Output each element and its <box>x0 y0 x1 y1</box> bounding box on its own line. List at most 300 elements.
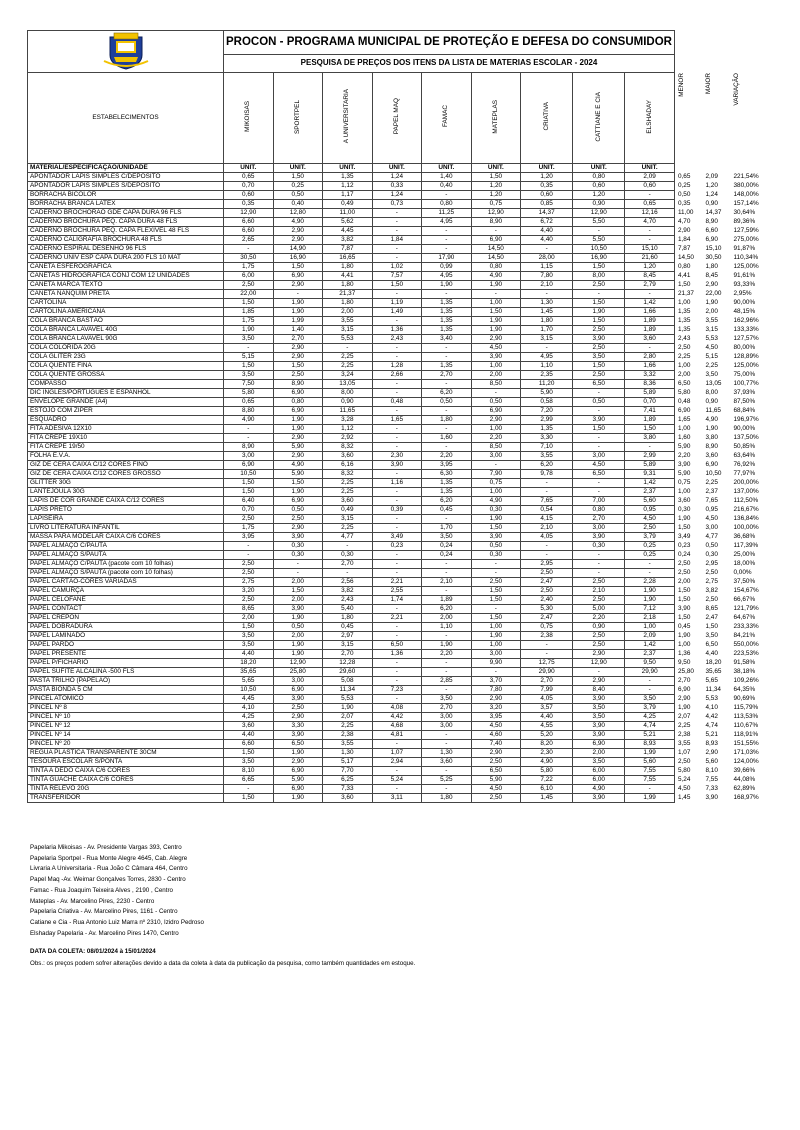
min-price-cell: 0,65 <box>677 173 691 180</box>
price-cell: 2,10 <box>422 578 472 587</box>
price-cell: 3,15 <box>323 641 373 650</box>
min-price-cell: 7,87 <box>677 245 691 252</box>
min-price-cell: 2,43 <box>677 335 691 342</box>
variation-cell: 162,96% <box>733 317 759 324</box>
price-cell: 0,75 <box>521 623 573 632</box>
store-address-list <box>30 843 415 939</box>
price-cell: - <box>224 245 274 254</box>
price-cell: 8,00 <box>573 272 625 281</box>
price-cell: 4,42 <box>372 713 422 722</box>
table-row <box>28 173 771 182</box>
price-cell: 1,84 <box>372 236 422 245</box>
price-cell: 1,02 <box>372 263 422 272</box>
price-cell: 6,90 <box>273 497 323 506</box>
variation-cell: 110,67% <box>733 722 759 729</box>
item-name: CARTOLINA <box>28 299 224 308</box>
item-name: GIZ DE CERA CAIXA C/12 CORES FINO <box>28 461 224 470</box>
price-cell: 3,15 <box>323 515 373 524</box>
price-cell: - <box>422 191 472 200</box>
store-address: Livraria A Universitaria - Rua João C Câmara 464, Centro <box>30 865 188 873</box>
price-cell: 1,90 <box>273 299 323 308</box>
price-cell: - <box>521 641 573 650</box>
min-price-cell: 0,23 <box>677 542 691 549</box>
price-cell: 3,50 <box>224 632 274 641</box>
price-cell: 8,45 <box>625 272 675 281</box>
price-cell: 6,90 <box>273 272 323 281</box>
price-cell: 6,90 <box>273 686 323 695</box>
price-cell: 0,45 <box>323 623 373 632</box>
min-price-cell: 0,50 <box>677 191 691 198</box>
price-cell: 5,90 <box>471 776 521 785</box>
variation-cell: 128,89% <box>733 353 759 360</box>
price-cell: - <box>625 443 675 452</box>
max-price-cell: 11,65 <box>705 407 721 414</box>
item-name: CANETA MARCA TEXTO <box>28 281 224 290</box>
item-name: PINCEL Nº 20 <box>28 740 224 749</box>
price-cell: 4,50 <box>471 722 521 731</box>
min-price-cell: 6,90 <box>677 407 691 414</box>
store-address: Papel Maq -Av. Weimar Gonçalves Torres, 2830 - Centro <box>30 876 186 884</box>
variation-cell: 196,97% <box>733 416 759 423</box>
variation-cell: 109,26% <box>733 677 759 684</box>
min-price-cell: 9,50 <box>677 659 691 666</box>
price-cell: 2,90 <box>573 650 625 659</box>
table-row <box>28 209 771 218</box>
price-cell: 3,00 <box>422 722 472 731</box>
price-cell: 2,50 <box>273 371 323 380</box>
price-cell: 2,50 <box>471 758 521 767</box>
price-cell: 1,17 <box>323 191 373 200</box>
table-row <box>28 776 771 785</box>
table-row <box>28 623 771 632</box>
item-name: PAPEL ALMAÇO C/PAUTA <box>28 542 224 551</box>
price-cell: 2,50 <box>471 794 521 803</box>
item-name: PAPEL CAMURÇA <box>28 587 224 596</box>
price-cell: 4,41 <box>323 272 373 281</box>
price-cell: 3,60 <box>323 452 373 461</box>
price-cell: - <box>573 227 625 236</box>
max-price-cell: 1,50 <box>705 623 718 630</box>
price-cell: - <box>521 290 573 299</box>
price-cell: 6,50 <box>273 740 323 749</box>
price-cell: 4,55 <box>521 722 573 731</box>
stat-header <box>730 73 770 164</box>
price-cell: 1,90 <box>471 326 521 335</box>
price-cell: 3,80 <box>625 434 675 443</box>
price-cell: 30,50 <box>224 254 274 263</box>
table-row <box>28 200 771 209</box>
max-price-cell: 8,10 <box>705 767 718 774</box>
price-cell: - <box>372 254 422 263</box>
price-cell: 0,90 <box>573 623 625 632</box>
price-cell: 0,50 <box>273 623 323 632</box>
store-header <box>471 73 521 164</box>
price-cell: - <box>422 515 472 524</box>
price-cell: 2,90 <box>273 713 323 722</box>
price-cell: 3,00 <box>471 452 521 461</box>
price-cell: 4,95 <box>521 353 573 362</box>
table-row <box>28 452 771 461</box>
table-row <box>28 272 771 281</box>
max-price-cell: 7,55 <box>705 776 718 783</box>
item-name: CADERNO BROCHURA PEQ. CAPA DURA 48 FLS <box>28 218 224 227</box>
min-price-cell: 4,41 <box>677 272 691 279</box>
variation-cell: 113,53% <box>733 713 759 720</box>
variation-cell: 125,00% <box>733 263 759 270</box>
min-price-cell: 2,00 <box>677 578 691 585</box>
price-cell: - <box>625 686 675 695</box>
price-cell: - <box>372 344 422 353</box>
price-cell: 1,35 <box>422 362 472 371</box>
price-cell: 1,30 <box>323 749 373 758</box>
price-cell: 8,65 <box>224 605 274 614</box>
max-price-cell: 2,09 <box>705 173 718 180</box>
unit-header: UNIT. <box>521 164 573 173</box>
variation-cell: 89,36% <box>733 218 756 225</box>
price-cell: 4,05 <box>521 533 573 542</box>
price-cell: 3,90 <box>471 533 521 542</box>
table-row <box>28 425 771 434</box>
price-cell: 6,00 <box>573 776 625 785</box>
max-price-cell: 13,05 <box>705 380 722 387</box>
price-cell: 7,41 <box>625 407 675 416</box>
price-cell: 1,90 <box>273 614 323 623</box>
variation-cell: 39,66% <box>733 767 756 774</box>
price-cell: 0,50 <box>471 398 521 407</box>
material-header: MATERIAL/ESPECIFICAÇÃO/UNIDADE <box>28 164 224 173</box>
price-cell: 6,16 <box>323 461 373 470</box>
price-cell: 7,33 <box>323 785 373 794</box>
price-cell: 3,15 <box>323 326 373 335</box>
price-cell: - <box>372 668 422 677</box>
price-cell: 12,28 <box>323 659 373 668</box>
price-cell: 2,85 <box>422 677 472 686</box>
price-cell: 0,48 <box>372 398 422 407</box>
price-cell: 4,25 <box>625 713 675 722</box>
price-cell: - <box>372 488 422 497</box>
max-price-cell: 8,90 <box>705 443 718 450</box>
price-cell: 7,23 <box>372 686 422 695</box>
store-header-label: MATEPLAS <box>491 99 499 134</box>
price-cell: 1,90 <box>224 326 274 335</box>
price-cell: 12,75 <box>521 659 573 668</box>
max-price-cell: 4,50 <box>705 344 718 351</box>
price-cell: - <box>422 632 472 641</box>
price-cell: 1,35 <box>422 317 472 326</box>
max-price-cell: 6,50 <box>705 641 718 648</box>
price-cell: 6,90 <box>471 236 521 245</box>
price-cell: 0,65 <box>224 173 274 182</box>
price-cell: - <box>273 560 323 569</box>
price-cell: - <box>422 560 472 569</box>
max-price-cell: 8,45 <box>705 272 718 279</box>
price-cell: 0,85 <box>521 200 573 209</box>
min-price-cell: 2,50 <box>677 758 691 765</box>
table-row <box>28 785 771 794</box>
price-cell: 2,90 <box>273 227 323 236</box>
price-cell: 1,00 <box>471 362 521 371</box>
variation-cell: 37,50% <box>733 578 756 585</box>
variation-cell: 66,67% <box>733 596 756 603</box>
price-cell: 1,19 <box>372 299 422 308</box>
price-cell: - <box>625 569 675 578</box>
price-cell: 1,85 <box>224 308 274 317</box>
min-price-cell: 1,36 <box>677 650 691 657</box>
max-price-cell: 2,25 <box>705 479 718 486</box>
variation-cell: 63,64% <box>733 452 756 459</box>
price-cell: 3,50 <box>573 704 625 713</box>
price-cell: 2,35 <box>521 371 573 380</box>
price-cell: - <box>372 380 422 389</box>
table-row <box>28 416 771 425</box>
price-cell: 4,10 <box>224 704 274 713</box>
variation-cell: 48,15% <box>733 308 756 315</box>
max-price-cell: 0,50 <box>705 542 718 549</box>
max-price-cell: 5,15 <box>705 353 718 360</box>
price-cell: 2,00 <box>273 578 323 587</box>
min-price-cell: 3,55 <box>677 740 691 747</box>
price-cell: - <box>372 443 422 452</box>
price-cell: 21,60 <box>625 254 675 263</box>
item-name: PAPEL ALMAÇO C/PAUTA (pacote com 10 folhas) <box>28 560 224 569</box>
price-cell: 2,40 <box>521 596 573 605</box>
price-cell: - <box>422 425 472 434</box>
variation-cell: 38,18% <box>733 668 756 675</box>
stat-unit-spacer <box>674 164 702 173</box>
item-name: APONTADOR LAPIS SIMPLES S/DEPOSITO <box>28 182 224 191</box>
price-cell: 3,60 <box>224 722 274 731</box>
price-cell: 6,40 <box>224 497 274 506</box>
price-cell: 22,00 <box>224 290 274 299</box>
price-cell: 2,50 <box>224 560 274 569</box>
price-cell: 2,99 <box>625 452 675 461</box>
price-cell: 0,50 <box>422 398 472 407</box>
price-cell: 0,35 <box>521 182 573 191</box>
price-cell: 1,24 <box>372 191 422 200</box>
price-cell: 29,90 <box>521 668 573 677</box>
price-cell: 6,20 <box>422 389 472 398</box>
price-cell: 0,40 <box>273 200 323 209</box>
price-cell: 7,65 <box>521 497 573 506</box>
price-cell: 0,70 <box>625 398 675 407</box>
price-cell: 1,50 <box>273 362 323 371</box>
variation-cell: 151,55% <box>733 740 759 747</box>
price-cell: 6,20 <box>521 461 573 470</box>
price-cell: 1,50 <box>471 524 521 533</box>
table-row <box>28 281 771 290</box>
price-cell: - <box>422 407 472 416</box>
store-address: Mateplas - Av. Marcelino Pires, 2230 - Centro <box>30 897 155 905</box>
price-cell: 2,50 <box>573 326 625 335</box>
store-address: Catiane e Cia - Rua Antonio Luiz Marra nº 2310, Izidro Pedroso <box>30 918 204 926</box>
max-price-cell: 2,37 <box>705 488 718 495</box>
price-cell: 2,37 <box>625 488 675 497</box>
item-name: LANTEJOULA 30G <box>28 488 224 497</box>
item-name: PASTA TRILHO (PAPELÃO) <box>28 677 224 686</box>
price-cell: 5,89 <box>625 461 675 470</box>
price-cell: 8,40 <box>573 686 625 695</box>
max-price-cell: 2,95 <box>705 560 718 567</box>
price-cell: 1,90 <box>273 308 323 317</box>
price-cell: 2,25 <box>323 362 373 371</box>
price-cell: 3,50 <box>224 371 274 380</box>
price-cell: 1,12 <box>323 425 373 434</box>
min-price-cell: 1,50 <box>677 524 691 531</box>
price-cell: 2,90 <box>273 344 323 353</box>
price-cell: - <box>422 587 472 596</box>
item-name: ENVELOPE GRANDE (A4) <box>28 398 224 407</box>
price-cell: 4,45 <box>323 227 373 236</box>
price-cell: 1,36 <box>372 650 422 659</box>
price-cell: 4,90 <box>521 758 573 767</box>
price-cell: 1,50 <box>273 479 323 488</box>
price-cell: 1,80 <box>422 794 472 803</box>
variation-cell: 44,08% <box>733 776 756 783</box>
price-cell: 1,66 <box>625 362 675 371</box>
price-cell: 1,50 <box>471 614 521 623</box>
item-name: PAPEL PARDO <box>28 641 224 650</box>
price-cell: - <box>573 479 625 488</box>
price-cell: 1,90 <box>625 587 675 596</box>
price-cell: 3,00 <box>573 452 625 461</box>
store-header <box>273 73 323 164</box>
variation-cell: 223,53% <box>733 650 759 657</box>
store-header-label: FAMAC <box>442 105 450 128</box>
price-cell: 3,95 <box>224 533 274 542</box>
price-cell: 3,90 <box>273 605 323 614</box>
store-header <box>573 73 625 164</box>
price-cell: 3,55 <box>521 452 573 461</box>
price-cell: 4,50 <box>573 461 625 470</box>
table-row <box>28 749 771 758</box>
variation-cell: 91,61% <box>733 272 756 279</box>
max-price-cell: 8,00 <box>705 389 718 396</box>
price-cell: 1,70 <box>422 524 472 533</box>
price-cell: 2,90 <box>273 452 323 461</box>
price-cell: - <box>521 344 573 353</box>
item-name: TESOURA ESCOLAR S/PONTA <box>28 758 224 767</box>
max-price-cell: 5,53 <box>705 335 718 342</box>
price-cell: 0,80 <box>573 506 625 515</box>
variation-cell: 68,84% <box>733 407 756 414</box>
item-name: PASTA BIONDA 5 CM <box>28 686 224 695</box>
price-cell: 2,38 <box>521 632 573 641</box>
price-cell: 2,50 <box>224 569 274 578</box>
price-cell: 3,90 <box>372 461 422 470</box>
table-row <box>28 371 771 380</box>
price-cell: 0,49 <box>323 200 373 209</box>
price-cell: - <box>372 245 422 254</box>
price-note: Obs.: os preços podem sofrer alterações devido a data da coleta à data da publicação da pesquisa, como também quantidades em estoque. <box>30 960 416 968</box>
variation-cell: 18,00% <box>733 560 756 567</box>
unit-header: UNIT. <box>372 164 422 173</box>
price-cell: 1,50 <box>224 623 274 632</box>
variation-cell: 90,69% <box>733 695 756 702</box>
max-price-cell: 0,90 <box>705 200 718 207</box>
price-cell: 7,70 <box>323 767 373 776</box>
price-cell: 5,50 <box>573 236 625 245</box>
price-cell: - <box>372 551 422 560</box>
price-cell: 12,90 <box>224 209 274 218</box>
price-cell: 2,25 <box>323 722 373 731</box>
min-price-cell: 3,49 <box>677 533 691 540</box>
price-cell: 3,50 <box>422 695 472 704</box>
min-price-cell: 1,50 <box>677 614 691 621</box>
variation-cell: 50,85% <box>733 443 756 450</box>
price-cell: 5,60 <box>625 497 675 506</box>
store-header <box>224 73 274 164</box>
price-cell: 1,89 <box>625 326 675 335</box>
max-price-cell: 2,00 <box>705 308 718 315</box>
price-cell: 1,35 <box>521 425 573 434</box>
table-row <box>28 263 771 272</box>
price-cell: - <box>372 605 422 614</box>
min-price-cell: 0,75 <box>677 479 691 486</box>
max-price-cell: 22,00 <box>705 290 722 297</box>
price-cell: 2,70 <box>422 371 472 380</box>
item-name: COLA COLORIDA 20G <box>28 344 224 353</box>
price-cell: 4,81 <box>372 731 422 740</box>
price-cell: 1,50 <box>573 362 625 371</box>
price-cell: - <box>372 434 422 443</box>
table-row <box>28 722 771 731</box>
price-cell: 5,80 <box>224 389 274 398</box>
price-cell: 2,37 <box>625 650 675 659</box>
price-cell: 1,20 <box>625 263 675 272</box>
price-cell: 1,60 <box>422 434 472 443</box>
stat-unit-spacer <box>702 164 730 173</box>
price-cell: 2,50 <box>224 515 274 524</box>
price-cell: 7,80 <box>521 272 573 281</box>
price-cell: 6,50 <box>471 767 521 776</box>
variation-cell: 127,59% <box>733 227 759 234</box>
unit-header: UNIT. <box>422 164 472 173</box>
price-cell: 3,50 <box>224 758 274 767</box>
price-cell: 2,79 <box>625 281 675 290</box>
price-cell: 8,50 <box>471 443 521 452</box>
price-cell: 3,50 <box>224 641 274 650</box>
price-cell: - <box>471 389 521 398</box>
price-cell: 16,65 <box>323 254 373 263</box>
max-price-cell: 5,60 <box>705 758 718 765</box>
price-cell: 3,82 <box>323 236 373 245</box>
price-cell: 1,75 <box>224 263 274 272</box>
price-cell: 2,50 <box>273 704 323 713</box>
max-price-cell: 3,50 <box>705 371 718 378</box>
max-price-cell: 5,53 <box>705 695 718 702</box>
price-cell: - <box>372 227 422 236</box>
table-row <box>28 245 771 254</box>
table-row <box>28 443 771 452</box>
price-cell: - <box>422 290 472 299</box>
price-cell: 12,80 <box>273 209 323 218</box>
price-cell: 2,90 <box>471 695 521 704</box>
price-cell: - <box>372 389 422 398</box>
price-cell: 1,24 <box>372 173 422 182</box>
item-name: FOLHA E.V.A. <box>28 452 224 461</box>
price-cell: 1,35 <box>422 308 472 317</box>
price-cell: 2,70 <box>573 515 625 524</box>
price-cell: 9,78 <box>521 470 573 479</box>
price-cell: 3,11 <box>372 794 422 803</box>
max-price-cell: 3,00 <box>705 524 718 531</box>
item-name: PAPEL CREPON <box>28 614 224 623</box>
price-cell: 4,74 <box>625 722 675 731</box>
price-cell: 1,90 <box>323 704 373 713</box>
price-table <box>27 30 770 803</box>
price-cell: 0,23 <box>372 542 422 551</box>
price-cell: 12,90 <box>573 659 625 668</box>
